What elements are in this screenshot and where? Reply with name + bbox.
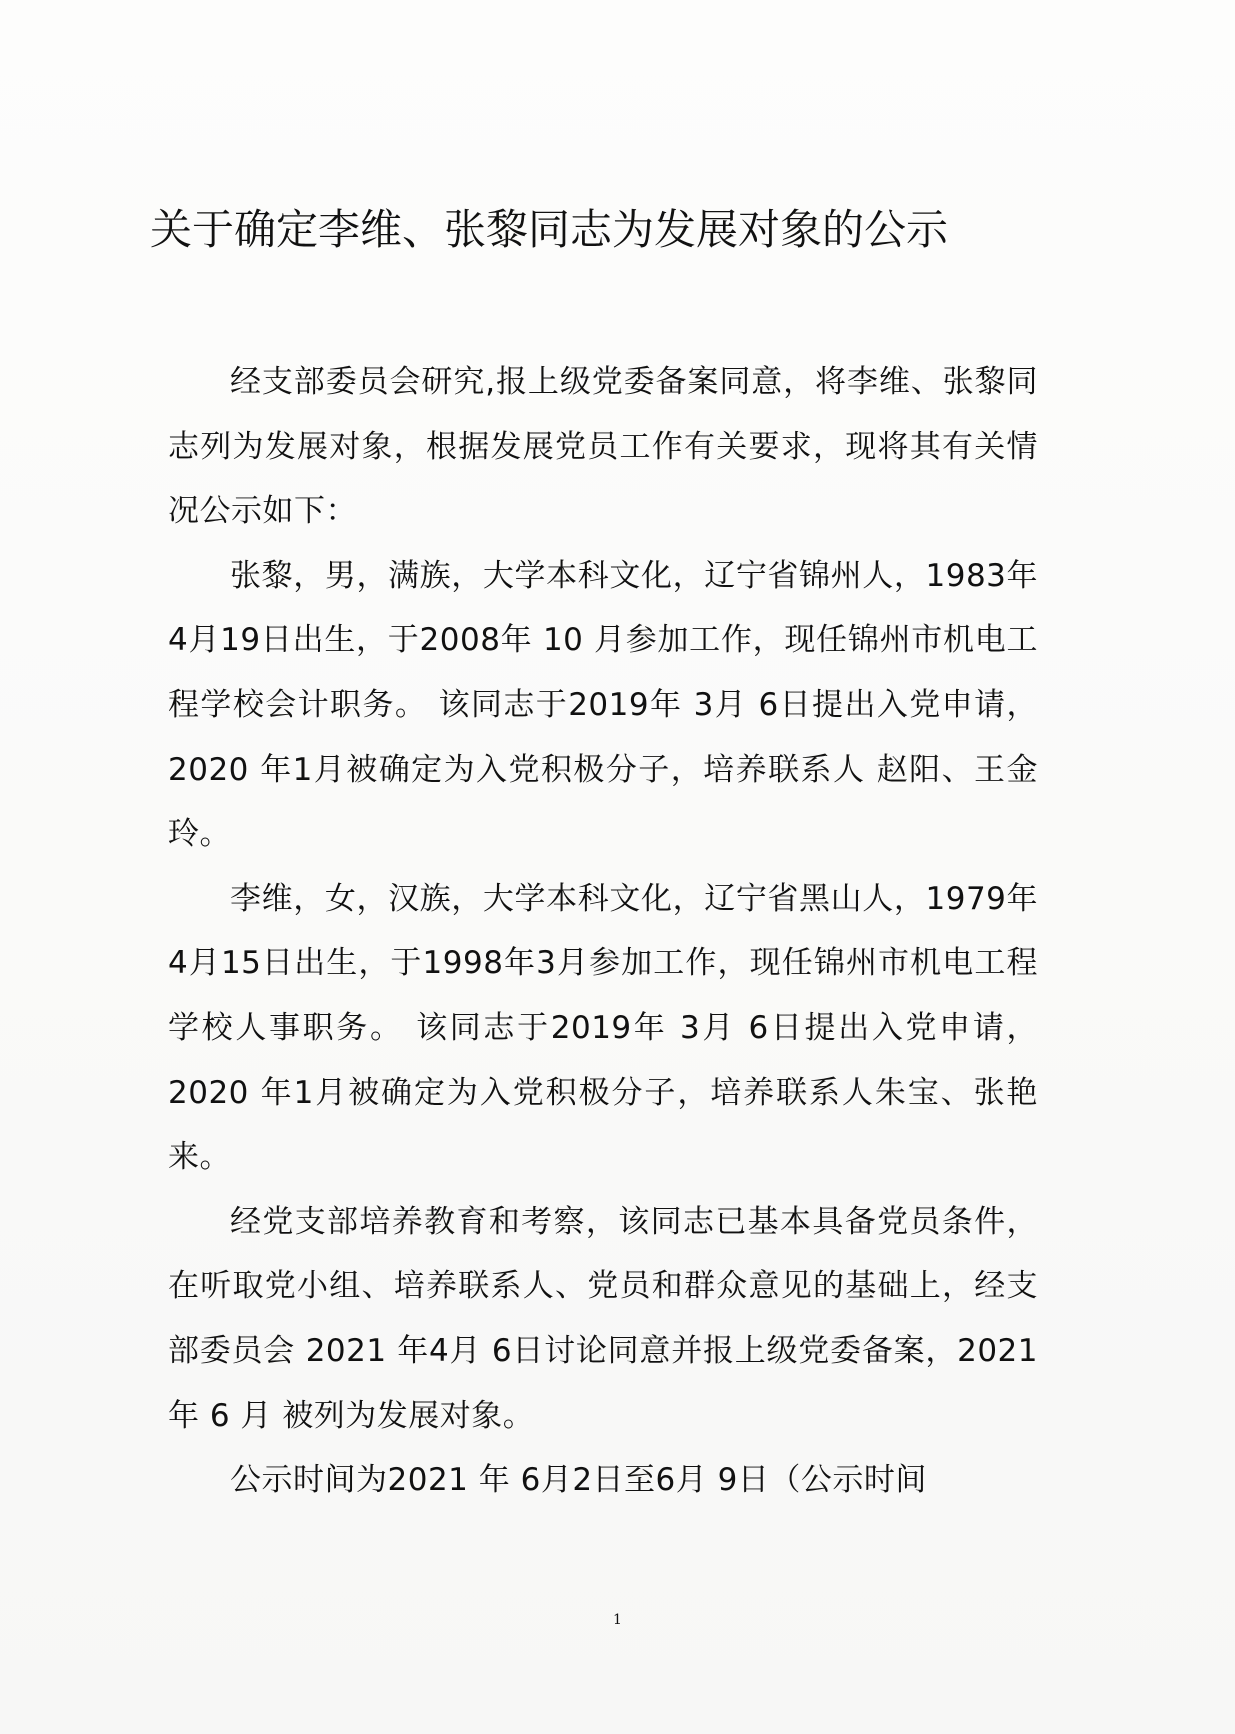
paragraph-zhangli: 张黎，男，满族，大学本科文化，辽宁省锦州人，1983年4月19日出生，于2008年 10 月参加工作，现任锦州市机电工程学校会计职务。 该同志于2019年 3月 6日提出入党申请，2020 年1月被确定为入党积极分子，培养联系人 赵阳、王金玲。	[168, 557, 1038, 853]
paragraph-assessment: 经党支部培养教育和考察，该同志已基本具备党员条件，在听取党小组、培养联系人、党员和群众意见的基础上，经支部委员会 2021 年4月 6日讨论同意并报上级党委备案，2021 年 6 月 被列为发展对象。	[168, 1203, 1038, 1434]
paragraph-notice-period: 公示时间为2021 年 6月2日至6月 9日（公示时间	[230, 1462, 927, 1499]
paragraph-liwei: 李维，女，汉族，大学本科文化，辽宁省黑山人，1979年4月15日出生，于1998年3月参加工作，现任锦州市机电工程学校人事职务。 该同志于2019年 3月 6日提出入党申请，2020 年1月被确定为入党积极分子，培养联系人朱宝、张艳来。	[168, 880, 1038, 1176]
document-body	[168, 350, 1038, 1513]
page-number: 1	[613, 1612, 622, 1628]
paragraph-intro: 经支部委员会研究,报上级党委备案同意，将李维、张黎同志列为发展对象，根据发展党员工作有关要求，现将其有关情况公示如下：	[168, 364, 1038, 530]
document-title: 关于确定李维、张黎同志为发展对象的公示	[150, 205, 949, 254]
